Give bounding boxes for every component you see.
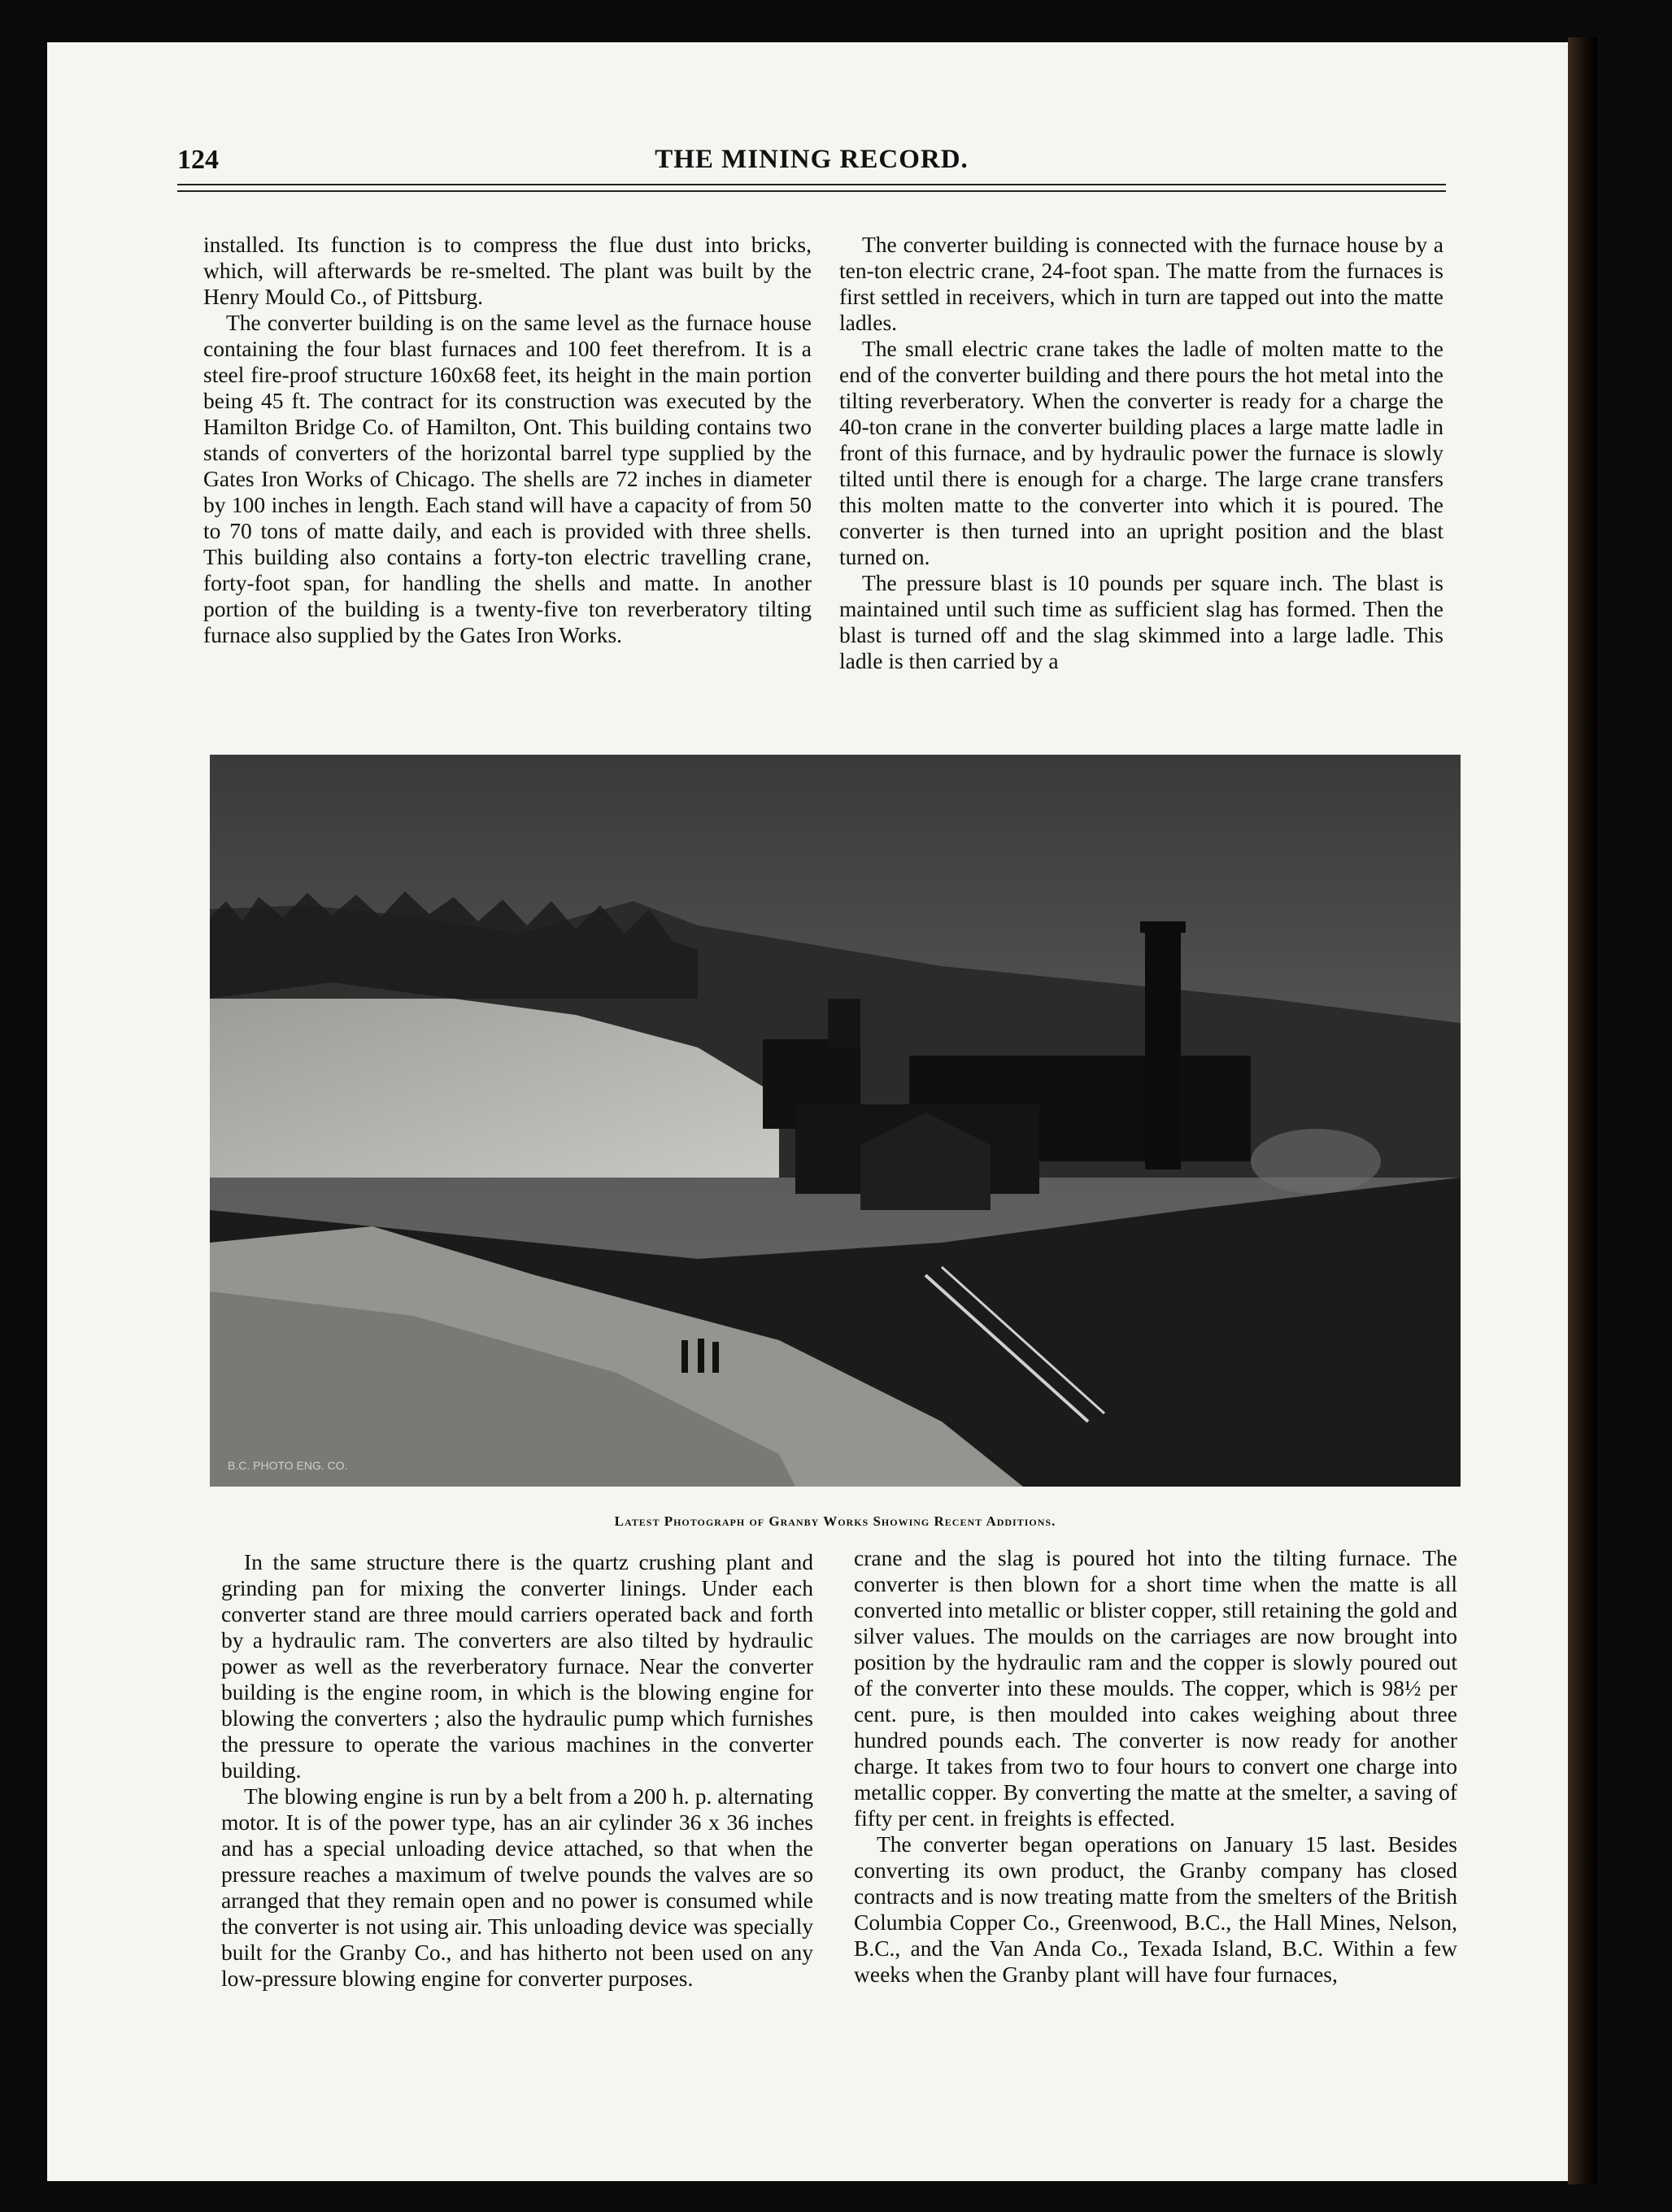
- photo-credit: B.C. PHOTO ENG. CO.: [228, 1459, 348, 1472]
- paragraph: In the same structure there is the quartz crushing plant and grinding pan for mixing the converter linings. Under each converter stand are three mould carriers operated back and forth by a hydraulic ram. The converters are also tilted by hydraulic power as well as the reverberatory furnace. Near the converter building is the engine room, in which is the blowing engine for blowing the converters ; also the hydraulic pump which furnishes the pressure to operate the various machines in the converter building.: [221, 1549, 813, 1783]
- paragraph: The pressure blast is 10 pounds per square inch. The blast is maintained until such time as sufficient slag has formed. Then the blast is turned off and the slag skimmed into a large ladle. This ladle is then carried by a: [839, 570, 1443, 673]
- adjacent-page-edge: [1568, 37, 1597, 2184]
- paragraph: The small electric crane takes the ladle of molten matte to the end of the converter building and there pours the hot metal into the tilting reverberatory. When the converter is ready for a charge the 40-ton crane in the converter building places a large matte ladle in front of this furnace, and by hydraulic power the furnace is slowly tilted until there is enough for a charge. The large crane transfers this molten matte to the converter into which it is poured. The converter is then turned into an upright position and the blast turned on.: [839, 336, 1443, 569]
- photo-illustration: [210, 755, 1461, 1487]
- page-number: 124: [177, 145, 219, 175]
- paragraph: crane and the slag is poured hot into the tilting furnace. The converter is then blown for a short time when the matte is all converted into metallic or blister copper, still retaining the gold and silver values. The moulds on the carriages are now brought into position by the hydraulic ram and the copper is slowly poured out of the converter into these moulds. The copper, which is 98½ per cent. pure, is then moulded into cakes weighing about three hundred pounds each. The converter is now ready for another charge. It takes from two to four hours to convert one charge into metallic copper. By converting the matte at the smelter, a saving of fifty per cent. in freights is effected.: [854, 1545, 1457, 1831]
- running-title: THE MINING RECORD.: [655, 145, 969, 174]
- paragraph: The converter building is connected with the furnace house by a ten-ton electric crane, 24-foot span. The matte from the furnaces is first settled in receivers, which in turn are tapped out into the matte ladles.: [839, 232, 1443, 335]
- header-rule-double: [177, 190, 1446, 192]
- column-bottom-right: [854, 1545, 1457, 1988]
- column-bottom-left: [221, 1549, 813, 1992]
- page-header: [177, 145, 1446, 181]
- photo-caption: Latest Photograph of Granby Works Showing Recent Additions.: [614, 1513, 1056, 1529]
- column-top-right: [839, 232, 1443, 674]
- header-rule: [177, 184, 1446, 185]
- granby-works-photograph: [210, 755, 1461, 1487]
- paragraph: installed. Its function is to compress the flue dust into bricks, which, will afterwards be re-smelted. The plant was built by the Henry Mould Co., of Pittsburg.: [203, 232, 812, 309]
- paragraph: The blowing engine is run by a belt from a 200 h. p. alternating motor. It is of the power type, has an air cylinder 36 x 36 inches and has a special unloading device attached, so that when the pressure reaches a maximum of twelve pounds the valves are so arranged that they remain open and no power is consumed while the converter is not using air. This unloading device was specially built for the Granby Co., and has hitherto not been used on any low-pressure blowing engine for converter purposes.: [221, 1783, 813, 1991]
- paragraph: The converter building is on the same level as the furnace house containing the four blast furnaces and 100 feet therefrom. It is a steel fire-proof structure 160x68 feet, its height in the main portion being 45 ft. The contract for its construction was executed by the Hamilton Bridge Co. of Hamilton, Ont. This building contains two stands of converters of the horizontal barrel type supplied by the Gates Iron Works of Chicago. The shells are 72 inches in diameter by 100 inches in length. Each stand will have a capacity of from 50 to 70 tons of matte daily, and each is provided with three shells. This building also contains a forty-ton electric travelling crane, forty-foot span, for handling the shells and matte. In another portion of the building is a twenty-five ton reverberatory tilting furnace also supplied by the Gates Iron Works.: [203, 310, 812, 647]
- paragraph: The converter began operations on January 15 last. Besides converting its own product, the Granby company has closed contracts and is now treating matte from the smelters of the British Columbia Copper Co., Greenwood, B.C., the Hall Mines, Nelson, B.C., and the Van Anda Co., Texada Island, B.C. Within a few weeks when the Granby plant will have four furnaces,: [854, 1831, 1457, 1987]
- column-top-left: [203, 232, 812, 648]
